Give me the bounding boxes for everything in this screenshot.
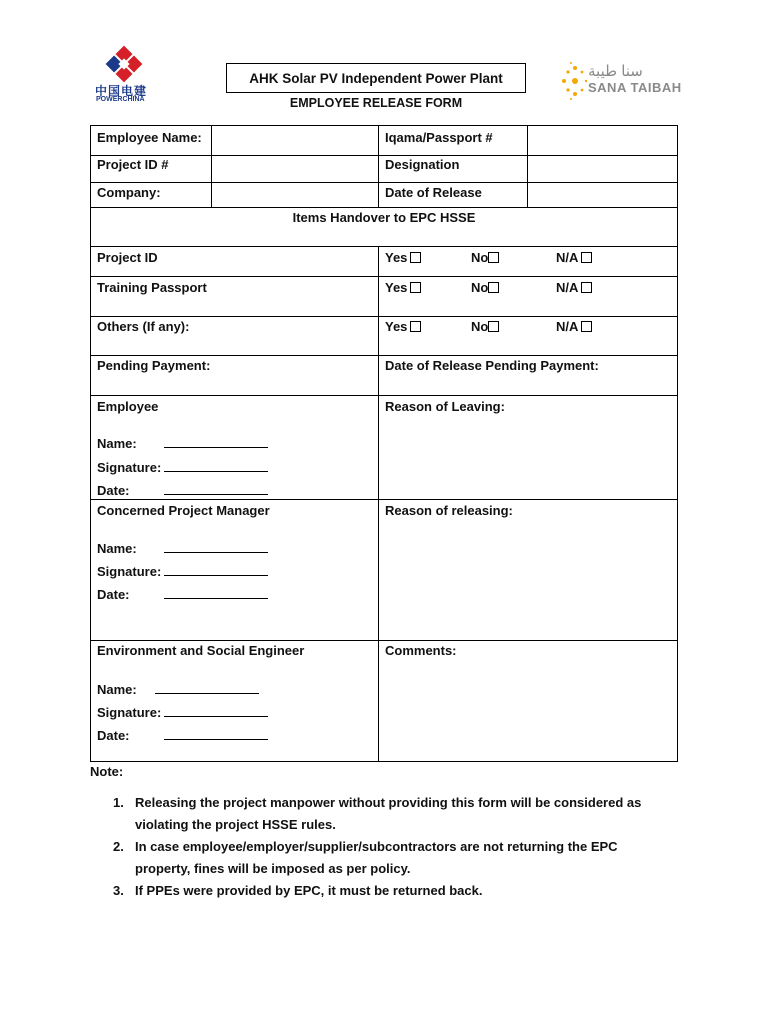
release-form-table [90, 125, 678, 762]
employee-name-field[interactable] [212, 126, 378, 155]
date-line[interactable] [164, 483, 268, 495]
powerchina-chinese-text: 中国电建 [95, 84, 148, 98]
iqama-passport-label: Iqama/Passport # [385, 130, 493, 145]
checkbox-icon[interactable] [488, 282, 499, 293]
designation-field[interactable] [528, 156, 677, 182]
signature-line[interactable] [164, 564, 268, 576]
handover-training-no[interactable]: No [471, 280, 499, 295]
name-line[interactable] [155, 682, 259, 694]
sana-taibah-arabic-text: سنا طيبة [588, 63, 643, 80]
handover-project-id-no[interactable]: No [471, 250, 499, 265]
checkbox-icon[interactable] [581, 321, 592, 332]
comments-label: Comments: [385, 643, 457, 658]
date-of-release-field[interactable] [528, 183, 677, 207]
signoff-name-row: Name: [97, 541, 268, 556]
handover-others-no[interactable]: No [471, 319, 499, 334]
signoff-name-row: Name: [97, 682, 259, 697]
reason-of-leaving-label: Reason of Leaving: [385, 399, 505, 414]
handover-item-project-id: Project ID [97, 250, 158, 265]
signoff-date-row: Date: [97, 728, 268, 743]
date-release-pending-label: Date of Release Pending Payment: [385, 358, 599, 373]
checkbox-icon[interactable] [410, 321, 421, 332]
handover-item-others: Others (If any): [97, 319, 190, 334]
handover-project-id-yes[interactable]: Yes [385, 250, 421, 265]
date-of-release-label: Date of Release [385, 185, 482, 200]
iqama-passport-field[interactable] [528, 126, 677, 155]
signoff-signature-row: Signature: [97, 705, 268, 720]
signoff-role-project-manager: Concerned Project Manager [97, 503, 270, 518]
checkbox-icon[interactable] [410, 282, 421, 293]
notes-list [113, 792, 673, 902]
document-title: AHK Solar PV Independent Power Plant [226, 63, 526, 93]
pending-payment-label: Pending Payment: [97, 358, 211, 373]
checkbox-icon[interactable] [581, 282, 592, 293]
note-item: 3. If PPEs were provided by EPC, it must be returned back. [113, 883, 483, 898]
name-line[interactable] [164, 436, 268, 448]
checkbox-icon[interactable] [581, 252, 592, 263]
employee-name-label: Employee Name: [97, 130, 202, 145]
handover-others-yes[interactable]: Yes [385, 319, 421, 334]
checkbox-icon[interactable] [410, 252, 421, 263]
date-line[interactable] [164, 587, 268, 599]
notes-heading: Note: [90, 764, 124, 779]
items-handover-heading: Items Handover to EPC HSSE [292, 210, 476, 225]
form-subtitle: EMPLOYEE RELEASE FORM [289, 96, 463, 110]
project-id-label: Project ID # [97, 157, 169, 172]
handover-training-yes[interactable]: Yes [385, 280, 421, 295]
signoff-date-row: Date: [97, 587, 268, 602]
signoff-name-row: Name: [97, 436, 268, 451]
handover-project-id-na[interactable]: N/A [556, 250, 592, 265]
designation-label: Designation [385, 157, 460, 172]
checkbox-icon[interactable] [488, 321, 499, 332]
signature-line[interactable] [164, 705, 268, 717]
date-line[interactable] [164, 728, 268, 740]
signoff-role-es-engineer: Environment and Social Engineer [97, 643, 305, 658]
company-field[interactable] [212, 183, 378, 207]
signoff-role-employee: Employee [97, 399, 159, 414]
sun-burst-logo-icon [560, 60, 590, 102]
name-line[interactable] [164, 541, 268, 553]
signoff-signature-row: Signature: [97, 460, 268, 475]
handover-item-training-passport: Training Passport [97, 280, 207, 295]
signoff-date-row: Date: [97, 483, 268, 498]
reason-of-releasing-label: Reason of releasing: [385, 503, 513, 518]
handover-others-na[interactable]: N/A [556, 319, 592, 334]
signature-line[interactable] [164, 460, 268, 472]
signoff-signature-row: Signature: [97, 564, 268, 579]
sana-taibah-english-text: SANA TAIBAH [588, 80, 682, 95]
powerchina-english-text: POWERCHINA [96, 96, 145, 103]
project-id-field[interactable] [212, 156, 378, 182]
note-item: 2. In case employee/employer/supplier/subcontractors are not returning the EPC property, fines will be imposed as per policy. [113, 839, 618, 876]
note-item: 1. Releasing the project manpower without providing this form will be considered as violating the project HSSE rules. [113, 795, 642, 832]
checkbox-icon[interactable] [488, 252, 499, 263]
handover-training-na[interactable]: N/A [556, 280, 592, 295]
company-label: Company: [97, 185, 161, 200]
